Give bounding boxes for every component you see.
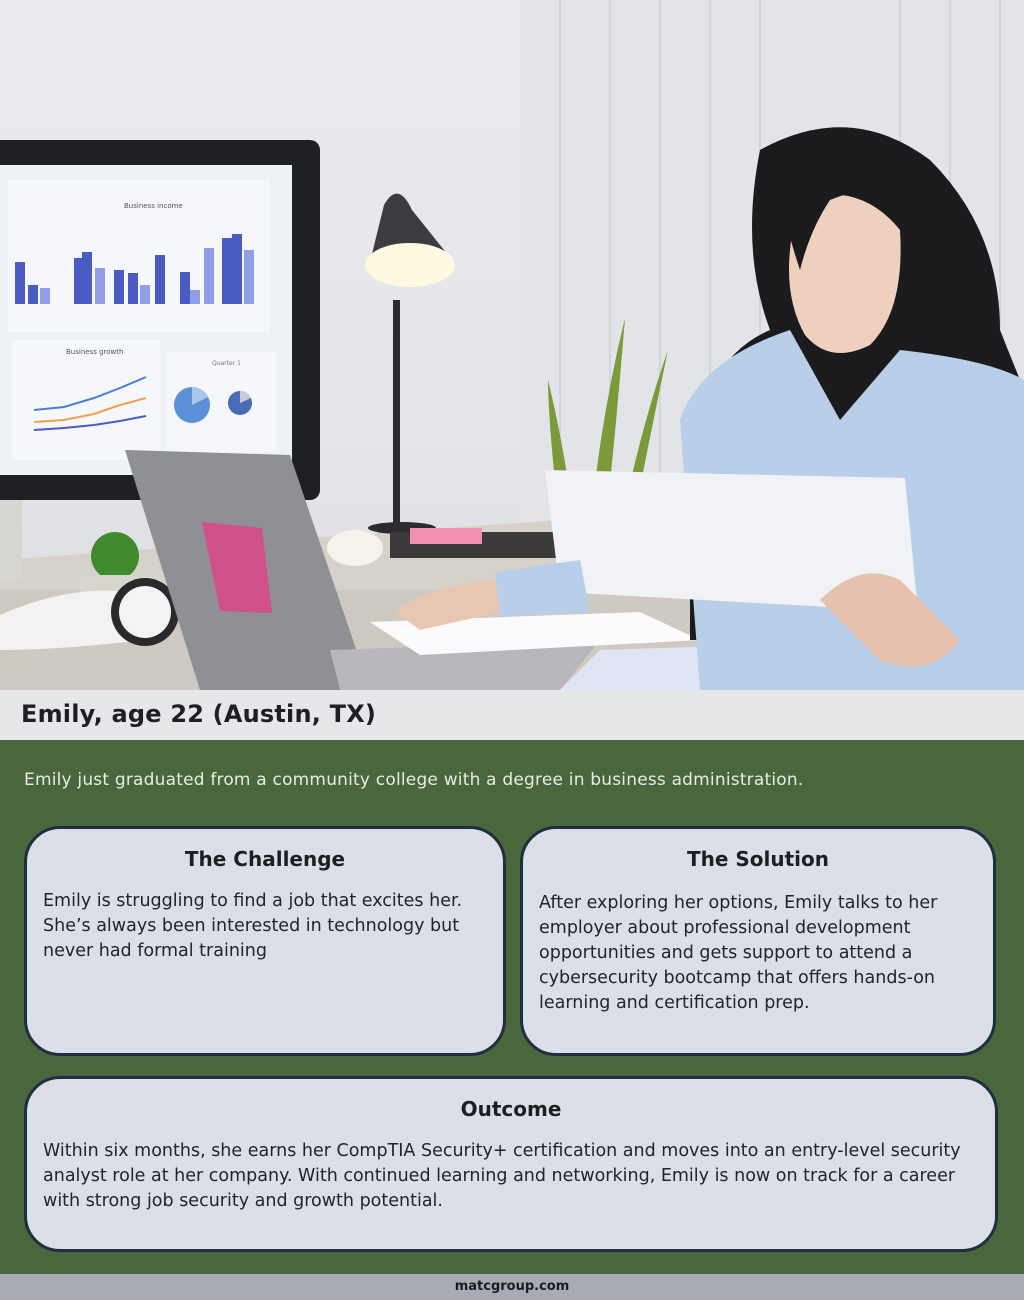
persona-caption: Emily, age 22 (Austin, TX) [21,700,377,728]
solution-title: The Solution [686,847,830,871]
monitor-left-chart-title: Business growth [66,348,124,356]
outcome-card [24,1076,998,1252]
desk-lamp-illustration [365,194,455,534]
outcome-title: Outcome [460,1097,562,1121]
footer-website-link[interactable]: matcgroup.com [454,1279,570,1294]
footer-bar [0,1274,1024,1300]
intro-text: Emily just graduated from a community college with a degree in business administration. [24,770,804,790]
monitor-right-chart-title: Quarter 1 [212,360,241,367]
challenge-card [24,826,506,1056]
solution-card [520,826,996,1056]
solution-body: After exploring her options, Emily talks to her employer about professional development opportunities and gets support to attend a cybersecurity bootcamp that offers hands-on learning and certification prep. [539,893,938,1013]
monitor-top-chart-title: Business income [124,202,183,210]
challenge-title: The Challenge [184,847,346,871]
outcome-body: Within six months, she earns her CompTIA Security+ certification and moves into an entry-level security analyst role at her company. With continued learning and networking, Emily is now on track for a career with strong job security and growth potential. [43,1141,961,1211]
challenge-body: Emily is struggling to find a job that excites her. She’s always been interested in technology but never had formal training [43,891,463,961]
